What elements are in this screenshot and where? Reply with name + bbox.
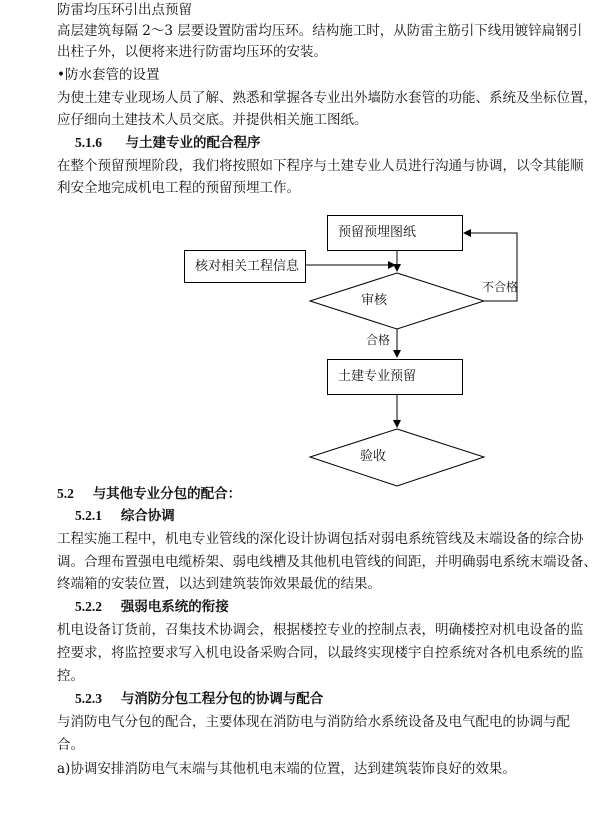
- fail-label: 不合格: [482, 280, 519, 294]
- section-number: 5.2.3: [75, 691, 102, 706]
- paragraph-line: 终端箱的安装位置，以达到建筑装饰效果最优的结果。: [57, 576, 381, 592]
- paragraph-line: 应仔细向土建技术人员交底。并提供相关施工图纸。: [57, 112, 368, 128]
- civil-reserve-box: [327, 359, 463, 395]
- section-heading-5-2-2: [75, 598, 595, 616]
- paragraph-line: 控要求，将监控要求写入机电设备采购合同，以最终实现楼宇自控系统对各机电系统的监: [57, 645, 584, 661]
- paragraph-line: 与消防电气分包的配合，主要体现在消防电与消防给水系统设备及电气配电的协调与配: [57, 714, 570, 730]
- paragraph-line: 高层建筑每隔 2～3 层要设置防雷均压环。结构施工时，从防雷主筋引下线用镀锌扁钢引: [57, 23, 583, 39]
- check-info-box: [184, 250, 306, 283]
- section-number: 5.2.2: [75, 599, 102, 614]
- section-title: 与土建专业的配合程序: [125, 135, 261, 151]
- section-title: 强弱电系统的衔接: [120, 599, 229, 615]
- section-heading-5-2-3: [75, 690, 595, 708]
- acceptance-diamond-label: 验收: [360, 449, 387, 464]
- section-heading-5-2-1: [75, 507, 595, 525]
- civil-reserve-box-label: 土建专业预留: [338, 369, 417, 384]
- check-info-box-label: 核对相关工程信息: [195, 258, 300, 274]
- paragraph-line: 在整个预留预埋阶段，我们将按照如下程序与土建专业人员进行沟通与协调，以令其能顺: [57, 158, 584, 174]
- section-number: 5.1.6: [75, 135, 102, 150]
- section-title: 综合协调: [120, 508, 175, 524]
- paragraph-line: 调。合理布置强电电缆桥架、弱电线槽及其他机电管线的间距，并明确弱电系统末端设备、: [57, 554, 597, 570]
- section-number: 5.2.1: [75, 508, 102, 523]
- section-title: 与其他专业分包的配合：: [92, 486, 242, 502]
- drawings-box-label: 预留预埋图纸: [338, 225, 417, 240]
- paragraph-line: 控。: [57, 668, 84, 684]
- acceptance-diamond-shape: [310, 429, 484, 486]
- section-number: 5.2: [57, 486, 74, 501]
- paragraph-line: a)协调安排消防电气末端与其他机电末端的位置，达到建筑装饰良好的效果。: [57, 761, 516, 777]
- paragraph-line: 出柱子外，以便将来进行防雷均压环的安装。: [57, 44, 327, 60]
- review-diamond-label: 审核: [361, 293, 388, 308]
- paragraph-line: •防水套管的设置: [57, 67, 160, 83]
- pass-label: 合格: [366, 333, 391, 347]
- section-heading-5-2: [57, 485, 577, 503]
- section-title: 与消防分包工程分包的协调与配合: [120, 691, 324, 707]
- paragraph-line: 机电设备订货前，召集技术协调会，根据楼控专业的控制点表，明确楼控对机电设备的监: [57, 622, 584, 638]
- drawings-box: [327, 215, 463, 251]
- paragraph-line: 防雷均压环引出点预留: [57, 2, 192, 18]
- paragraph-line: 工程实施工程中，机电专业管线的深化设计协调包括对弱电系统管线及末端设备的综合协: [57, 531, 584, 547]
- review-diamond-shape: [310, 273, 484, 329]
- paragraph-line: 利安全地完成机电工程的预留预埋工作。: [57, 180, 300, 196]
- paragraph-line: 为使土建专业现场人员了解、熟悉和掌握各专业出外墙防水套管的功能、系统及坐标位置，: [57, 90, 597, 106]
- paragraph-line: 合。: [57, 737, 84, 753]
